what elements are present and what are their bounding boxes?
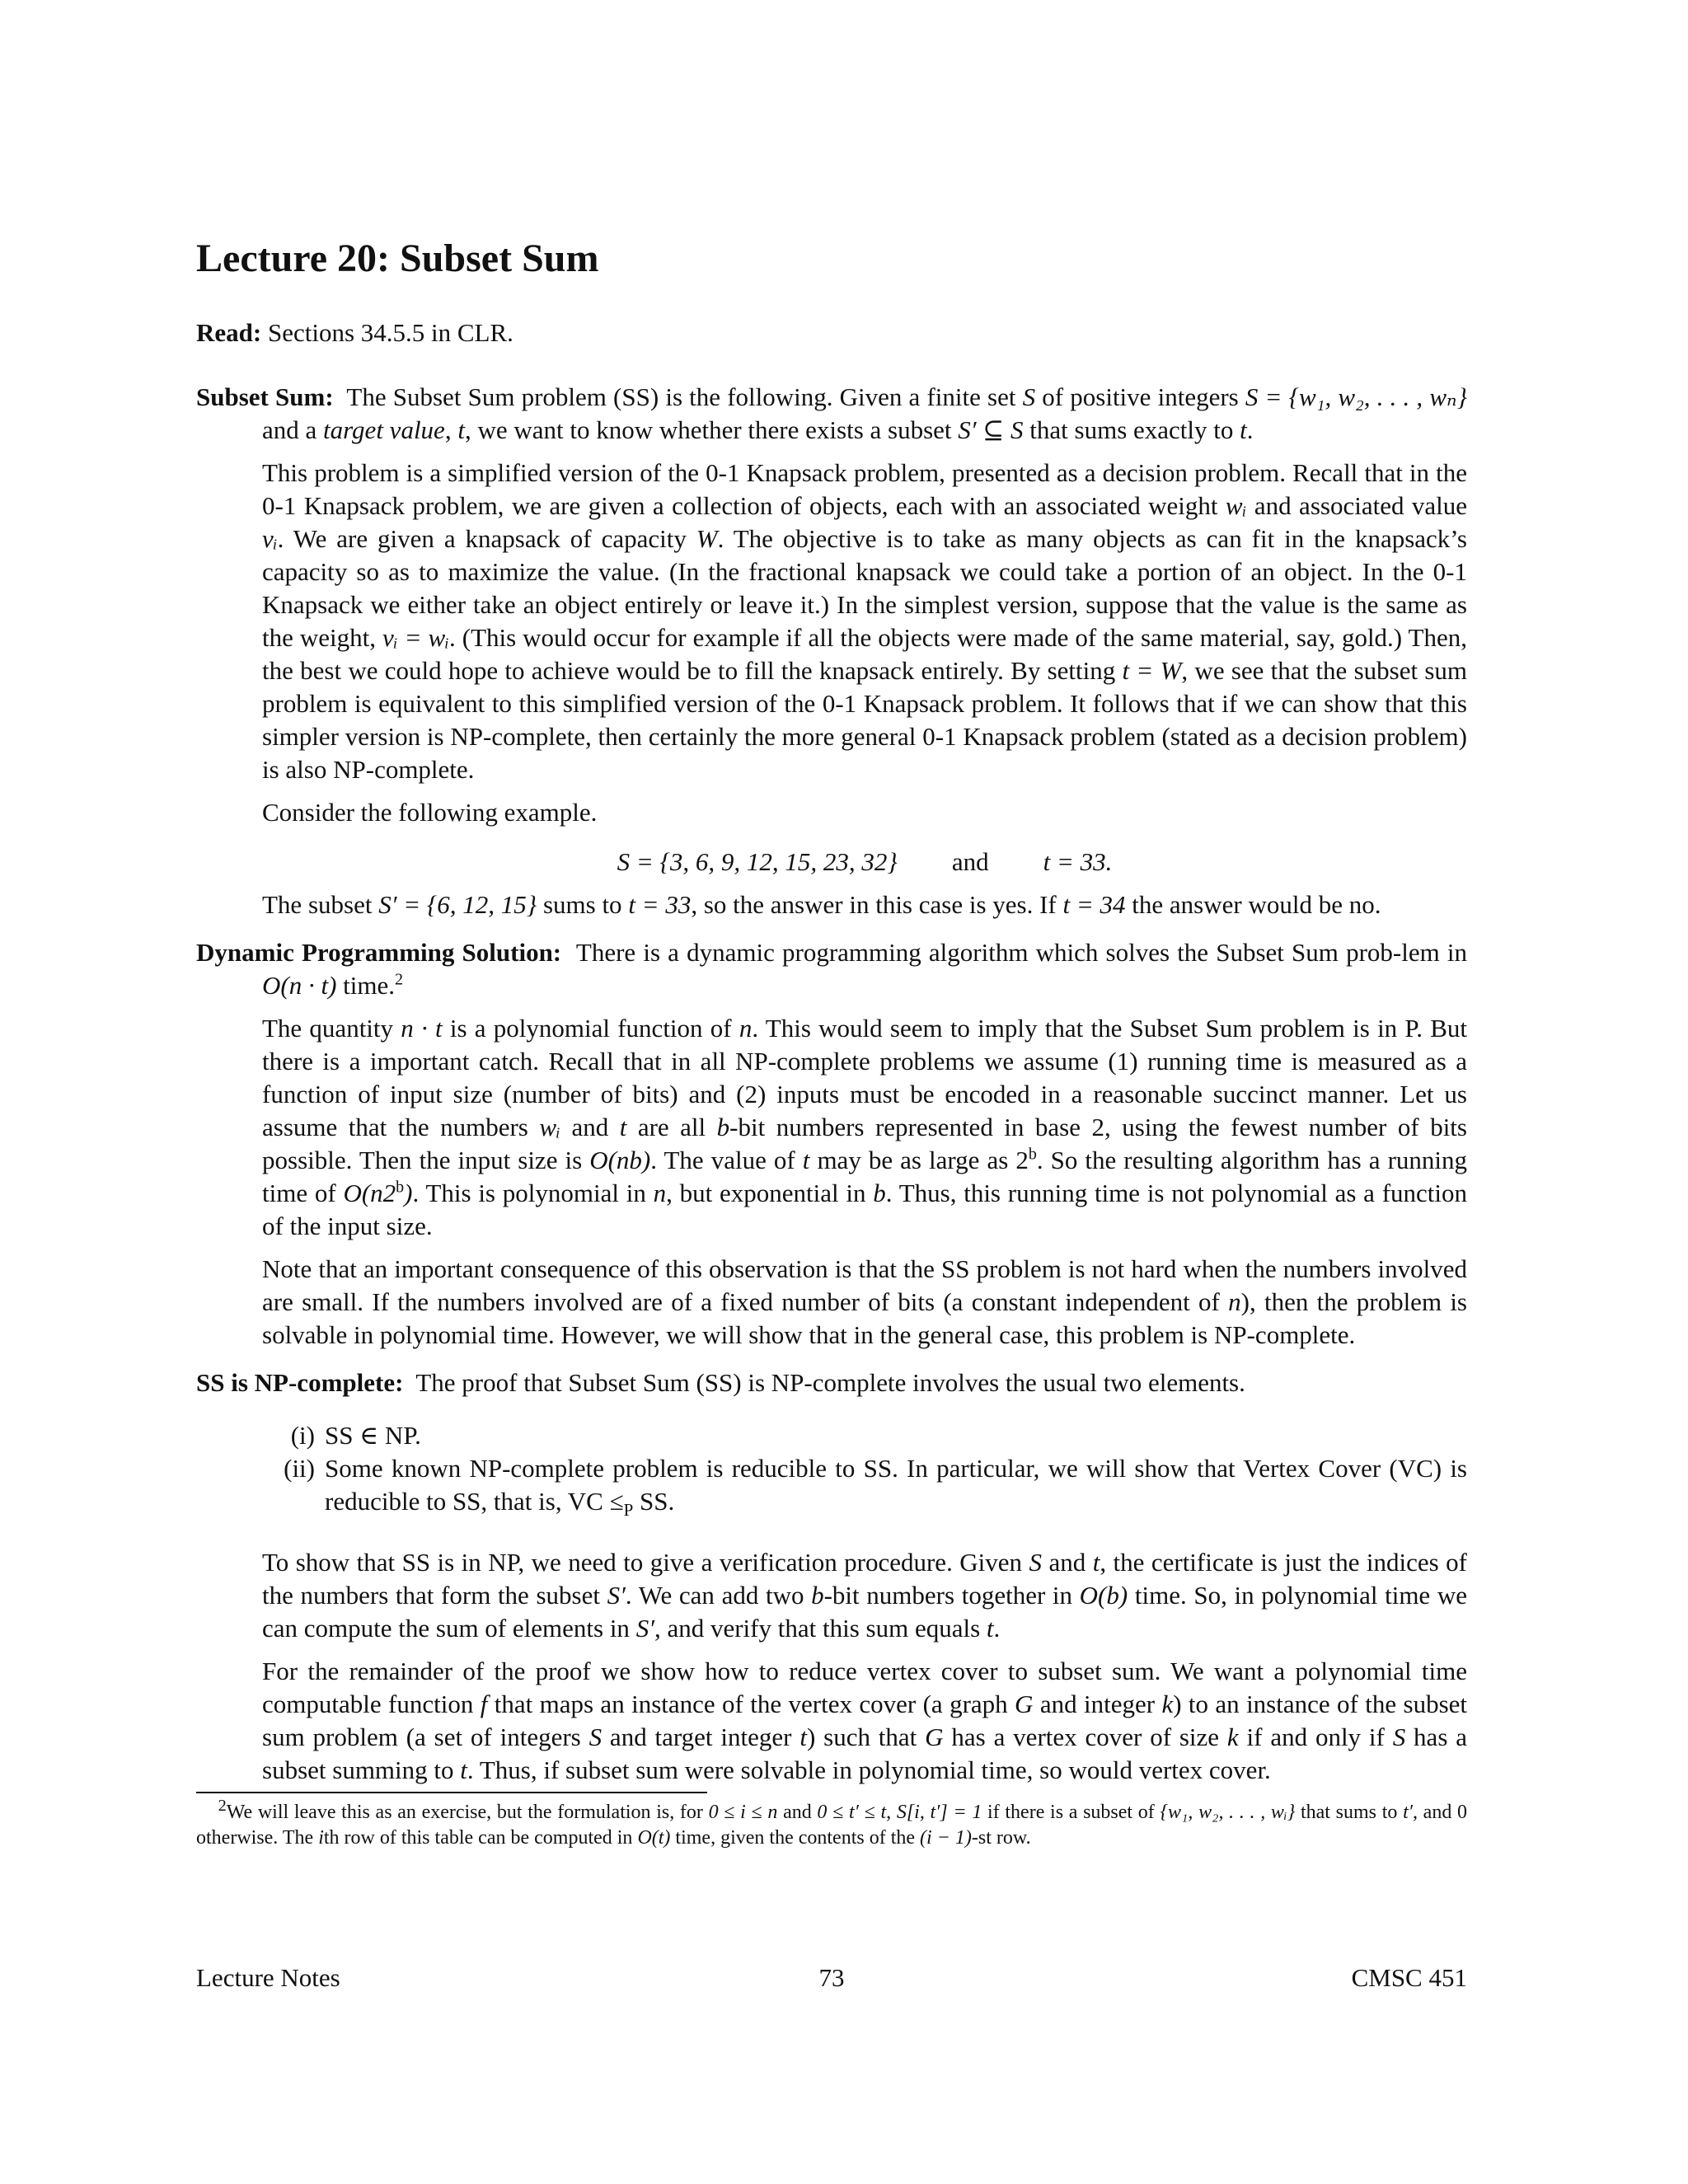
- dp-heading: Dynamic Programming Solution:: [196, 938, 562, 967]
- document-page: [196, 0, 1467, 2184]
- subset-sum-intro: Subset Sum: The Subset Sum problem (SS) is the following. Given a finite set S of positive integers S = {w₁, w₂, . . . , wₙ} and a target value, t, we want to know whether there exists a subset S′ ⊆ S that sums exactly to t.: [196, 382, 1467, 444]
- subset-sum-heading: Subset Sum:: [196, 382, 334, 411]
- npc-paragraph-2: For the remainder of the proof we show how to reduce vertex cover to subset sum. We want a polynomial time computable function f that maps an instance of the vertex cover (a graph G and integer k) to an instance of the subset sum problem (a set of integers S and target integer t) such that G has a vertex cover of size k if and only if S has a subset summing to t. Thus, if subset sum were solvable in polynomial time, so would vertex cover.: [262, 1657, 1468, 1785]
- footer-right: CMSC 451: [1351, 1963, 1467, 1992]
- list-item: (i) SS ∈ NP.: [290, 1421, 421, 1450]
- read-label: Read:: [196, 318, 262, 347]
- subset-sum-paragraph-1: This problem is a simplified version of the 0-1 Knapsack problem, presented as a decision problem. Recall that in the 0-1 Knapsack problem, we are given a collection of objects, each with an associated weight wᵢ and associated value vᵢ. We are given a knapsack of capacity W. The objective is to take as many objects as can fit in the knapsack’s capacity so as to maximize the value. (In the fractional knapsack we could take a portion of an object. In the 0-1 Knapsack we either take an object entirely or leave it.) In the simplest version, suppose that the value is the same as the weight, vᵢ = wᵢ. (This would occur for example if all the objects were made of the same material, say, gold.) Then, the best we could hope to achieve would be to fill the knapsack entirely. By setting t = W, we see that the subset sum problem is equivalent to this simplified version of the 0-1 Knapsack problem. It follows that if we can show that this simpler version is NP-complete, then certainly the more general 0-1 Knapsack problem (stated as a decision problem) is also NP-complete.: [262, 458, 1468, 784]
- read-line: [196, 316, 513, 349]
- footnote-ref: 2: [395, 970, 404, 989]
- footnote-mark: 2: [218, 1797, 227, 1816]
- dp-paragraph-1: The quantity n · t is a polynomial function of n. This would seem to imply that the Subset Sum problem is in P. But there is a important catch. Recall that in all NP-complete problems we assume (1) running time is measured as a function of input size (number of bits) and (2) inputs must be encoded in a reasonable succinct manner. Let us assume that the numbers wᵢ and t are all b-bit numbers represented in base 2, using the fewest number of bits possible. Then the input size is O(nb). The value of t may be as large as 2$^b$. So the resulting algorithm has a running time of O(n2$^b$). This is polynomial in n, but exponential in b. Thus, this running time is not polynomial as a function of the input size.: [262, 1014, 1468, 1240]
- npc-list: [196, 1419, 1467, 1526]
- footnote-rule: [196, 1792, 707, 1793]
- dp-paragraph-2: Note that an important consequence of this observation is that the SS problem is not hard when the numbers involved are small. If the numbers involved are of a fixed number of bits (a constant independent of n), then the problem is solvable in polynomial time. However, we will show that in the general case, this problem is NP-complete.: [262, 1254, 1467, 1349]
- read-text: Sections 34.5.5 in CLR.: [267, 318, 513, 347]
- example-equation: S = {3, 6, 9, 12, 15, 23, 32} and t = 33.: [617, 847, 1113, 876]
- footer-left: Lecture Notes: [196, 1963, 340, 1992]
- footnote: $^2$We will leave this as an exercise, but the formulation is, for 0 ≤ i ≤ n and 0 ≤ t′ ≤ t, S[i, t′] = 1 if there is a subset of {w₁, w₂, . . . , wᵢ} that sums to t′, and 0 otherwise. The ith row of this table can be computed in O(t) time, given the contents of the (i − 1)-st row.: [196, 1797, 1468, 1849]
- main-content: [196, 381, 1467, 1851]
- npc-paragraph-1: To show that SS is in NP, we need to give a verification procedure. Given S and t, the certificate is just the indices of the numbers that form the subset S′. We can add two b-bit numbers together in O(b) time. So, in polynomial time we can compute the sum of elements in S′, and verify that this sum equals t.: [262, 1548, 1467, 1643]
- subset-sum-paragraph-2: Consider the following example.: [262, 798, 598, 827]
- npc-intro: SS is NP-complete: The proof that Subset Sum (SS) is NP-complete involves the usual two elements.: [196, 1368, 1245, 1397]
- page-footer: [196, 1961, 1467, 1994]
- subset-sum-paragraph-3: The subset S′ = {6, 12, 15} sums to t = 33, so the answer in this case is yes. If t = 34 the answer would be no.: [262, 890, 1381, 919]
- list-item: (ii) Some known NP-complete problem is reducible to SS. In particular, we will show that Vertex Cover (VC) is reducible to SS, that is, VC $\le_P$ SS.: [284, 1454, 1467, 1521]
- dp-intro: Dynamic Programming Solution: There is a dynamic programming algorithm which solves the Subset Sum prob-lem in O(n · t) time.$^2$: [196, 938, 1467, 1000]
- npc-heading: SS is NP-complete:: [196, 1368, 404, 1397]
- page-title: Lecture 20: Subset Sum: [196, 237, 599, 280]
- page-number: 73: [818, 1963, 845, 1992]
